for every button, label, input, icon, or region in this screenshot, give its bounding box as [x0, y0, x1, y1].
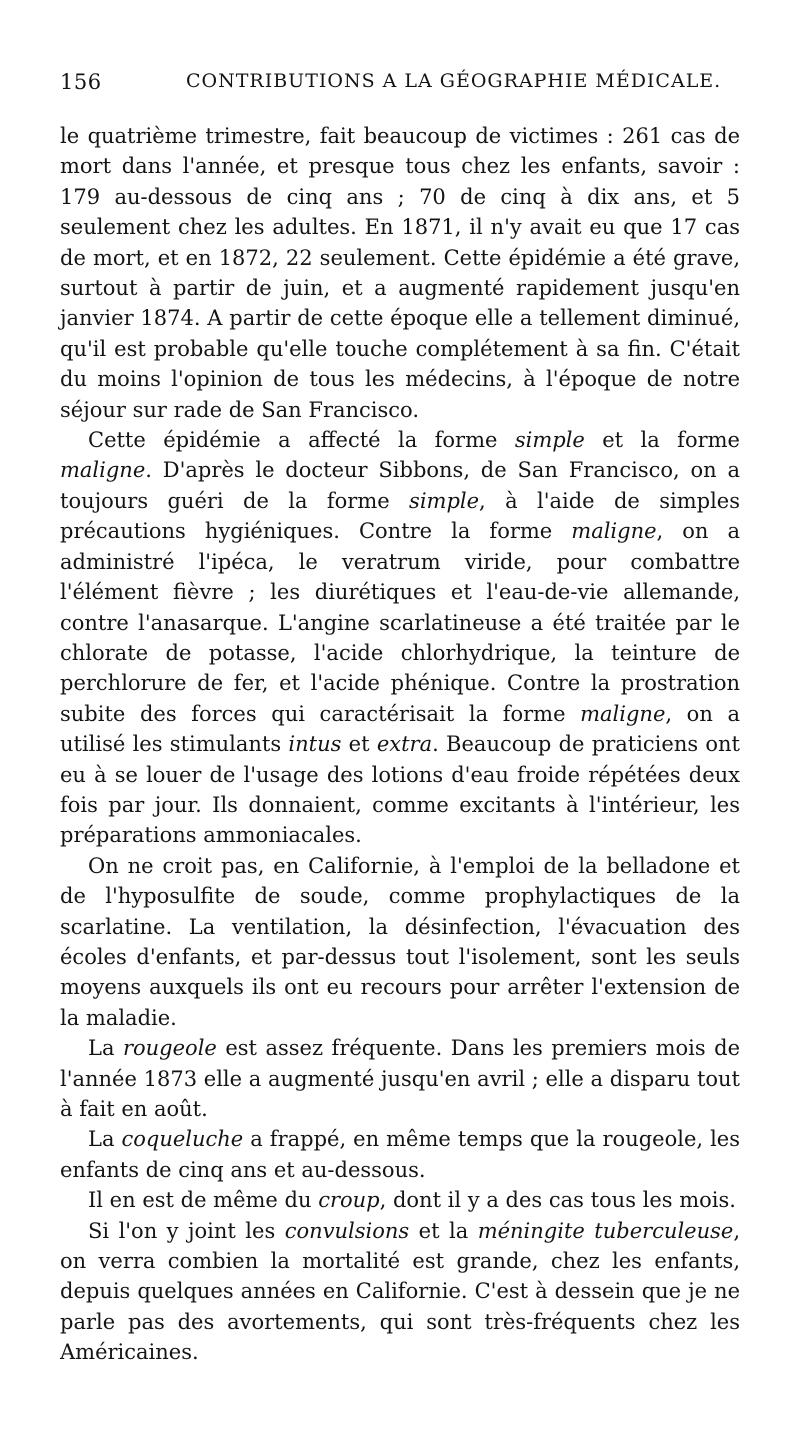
italic-term: simple — [514, 428, 585, 453]
paragraph-scarlatine-mortality — [60, 121, 740, 425]
text-run: La — [88, 1127, 122, 1152]
text-run: , dont il y a des cas tous les mois. — [379, 1188, 736, 1213]
text-run: La — [88, 1036, 123, 1061]
text-run: Il en est de même du — [88, 1188, 319, 1213]
paragraph-prophylaxis — [60, 851, 740, 1033]
italic-term: extra — [376, 732, 433, 757]
text-run: a frappé, en même temps que la rougeole, les enfants de cinq ans et au-dessous. — [60, 1127, 740, 1182]
paragraph-convulsions — [60, 1216, 740, 1368]
italic-term: convulsions — [284, 1218, 410, 1243]
paragraph-croup — [60, 1185, 740, 1215]
text-run: , on verra combien la mortalité est grande, chez les enfants, depuis quelques années en Californie. C'est à dessein que je ne parle pas des avortements, qui sont très-fréquents chez les Américaines. — [60, 1218, 741, 1365]
paragraph-coqueluche — [60, 1124, 740, 1185]
paragraph-rougeole — [60, 1033, 740, 1124]
text-run: et la forme — [584, 428, 740, 453]
text-run: , on a administré l'ipéca, le veratrum viride, pour combattre l'élément fièvre ; les diurétiques et l'eau-de-vie allemande, contre l'anasarque. L'angine scarlatineuse a été traitée par le chlorate de potasse, l'acide chlorhydrique, la teinture de perchlorure de fer, et l'acide phénique. Contre la prostration subite des forces qui caractérisait la forme — [60, 519, 740, 726]
italic-term: coqueluche — [121, 1127, 244, 1152]
text-run: Cette épidémie a affecté la forme — [88, 428, 515, 453]
italic-term: rougeole — [122, 1036, 217, 1061]
page-number: 156 — [60, 70, 102, 94]
italic-term: maligne — [571, 519, 657, 544]
text-run: , on a utilisé les stimulants — [60, 701, 740, 757]
text-run: est assez fréquente. Dans les premiers mois de l'année 1873 elle a augmenté jusqu'en avril ; elle a disparu tout à fait en août. — [60, 1036, 741, 1121]
text-run: On ne croit pas, en Californie, à l'emploi de la belladone et de l'hyposulfite de soude, comme prophylactiques de la scarlatine. La ventilation, la désinfection, l'évacuation des écoles d'enfants, et par-dessus tout l'isolement, sont les seuls moyens auxquels ils ont eu recours pour arrêter l'extension de la maladie. — [60, 853, 740, 1030]
text-run: . Beaucoup de praticiens ont eu à se louer de l'usage des lotions d'eau froide répétées deux fois par jour. Ils donnaient, comme excitants à l'intérieur, les préparations ammoniacales. — [60, 732, 740, 848]
running-title: CONTRIBUTIONS A LA GÉOGRAPHIE MÉDICALE. — [186, 70, 722, 92]
text-run: et la — [409, 1218, 478, 1243]
page-header — [60, 70, 740, 106]
italic-term: maligne — [580, 701, 666, 726]
text-run: , à l'aide de simples précautions hygiéniques. Contre la forme — [60, 488, 740, 544]
italic-term: croup — [318, 1188, 380, 1213]
paragraph-scarlatine-forms — [60, 425, 740, 851]
text-run: Si l'on y joint les — [88, 1218, 285, 1243]
italic-term: méningite tuberculeuse — [477, 1218, 734, 1243]
text-run: le quatrième trimestre, fait beaucoup de victimes : 261 cas de mort dans l'année, et presque tous chez les enfants, savoir : 179 au-dessous de cinq ans ; 70 de cinq à dix ans, et 5 seulement chez les adultes. En 1871, il n'y avait eu que 17 cas de mort, et en 1872, 22 seulement. Cette épidémie a été grave, surtout à partir de juin, et a augmenté rapidement jusqu'en janvier 1874. A partir de cette époque elle a tellement diminué, qu'il est probable qu'elle touche complétement à sa fin. C'était du moins l'opinion de tous les médecins, à l'époque de notre séjour sur rade de San Francisco. — [60, 124, 740, 422]
italic-term: maligne — [60, 458, 146, 483]
text-run: et — [341, 732, 377, 757]
body-text — [60, 121, 740, 1368]
text-run: . D'après le docteur Sibbons, de San Francisco, on a toujours guéri de la forme — [60, 458, 740, 513]
italic-term: intus — [288, 732, 342, 757]
italic-term: simple — [409, 488, 480, 513]
